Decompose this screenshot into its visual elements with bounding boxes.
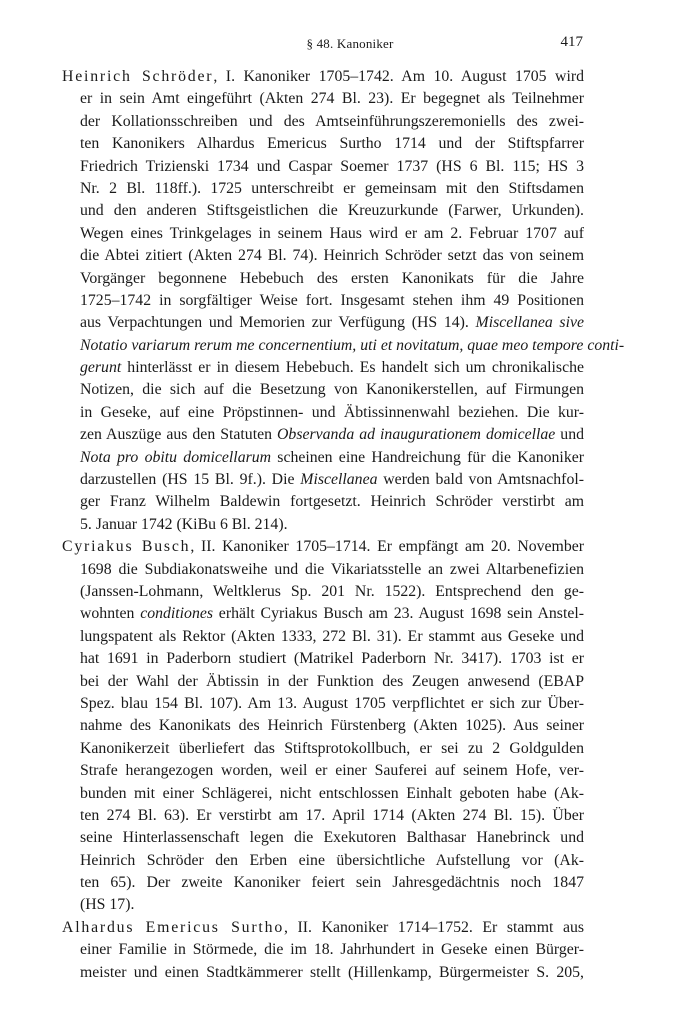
text-segment: , II. Kanoniker 1705–1714. Er empfängt am 20. November bbox=[190, 538, 584, 556]
text-line bbox=[62, 268, 584, 290]
text-line bbox=[62, 805, 584, 827]
text-segment: erhält Cyriakus Busch am 23. August 1698 sein Anstel- bbox=[213, 605, 584, 623]
italic-title: gerunt bbox=[80, 359, 122, 377]
text-line bbox=[62, 379, 584, 401]
text-segment: einer Familie in Störmede, die im 18. Jahrhundert in Geseke einen Bürger- bbox=[80, 941, 584, 959]
text-line bbox=[62, 133, 584, 155]
italic-title: Notatio variarum rerum me concernentium, uti et novitatum, quae meo tempore conti- bbox=[80, 336, 625, 354]
text-line bbox=[62, 559, 584, 581]
text-line bbox=[62, 872, 584, 894]
text-segment: scheinen eine Handreichung für die Kanoniker bbox=[271, 448, 584, 466]
text-line bbox=[62, 536, 584, 558]
text-line bbox=[62, 335, 625, 357]
text-line bbox=[62, 648, 584, 670]
text-line bbox=[62, 962, 584, 984]
text-segment: aus Verpachtungen und Memorien zur Verfügung (HS 14). bbox=[80, 314, 476, 332]
text-line bbox=[62, 178, 584, 200]
text-line bbox=[62, 447, 584, 469]
text-segment: darzustellen (HS 15 Bl. 9f.). Die bbox=[80, 471, 301, 489]
text-segment: nahme des Kanonikats des Heinrich Fürstenberg (Akten 1025). Aus seiner bbox=[80, 717, 584, 735]
text-segment: meister und einen Stadtkämmerer stellt (Hillenkamp, Bürgermeister S. 205, bbox=[80, 963, 584, 981]
text-segment: hat 1691 in Paderborn studiert (Matrikel Paderborn Nr. 3417). 1703 ist er bbox=[80, 650, 584, 668]
text-line bbox=[62, 156, 584, 178]
italic-title: Miscellanea sive bbox=[475, 314, 584, 332]
text-segment: (HS 17). bbox=[80, 896, 135, 914]
text-segment: 1698 die Subdiakonatsweihe und die Vikariatsstelle an zwei Altarbenefizien bbox=[80, 560, 584, 578]
text-segment: in Geseke, auf eine Pröpstinnen- und Äbtissinnenwahl beziehen. Die kur- bbox=[80, 403, 584, 421]
text-segment: lungspatent als Rektor (Akten 1333, 272 Bl. 31). Er stammt aus Geseke und bbox=[80, 627, 584, 645]
text-line bbox=[62, 491, 584, 513]
text-segment: er in sein Amt eingeführt (Akten 274 Bl. 23). Er begegnet als Teilnehmer bbox=[80, 90, 584, 108]
text-segment: ten 274 Bl. 63). Er verstirbt am 17. April 1714 (Akten 274 Bl. 15). Über bbox=[80, 806, 584, 824]
text-line bbox=[62, 245, 584, 267]
text-segment: Friedrich Trizienski 1734 und Caspar Soemer 1737 (HS 6 Bl. 115; HS 3 bbox=[80, 157, 584, 175]
entry-paragraph bbox=[62, 917, 584, 984]
text-line bbox=[62, 760, 584, 782]
text-segment: und den anderen Stiftsgeistlichen die Kreuzurkunde (Farwer, Urkunden). bbox=[80, 202, 584, 220]
text-line bbox=[62, 357, 584, 379]
text-segment: seine Hinterlassenschaft legen die Exekutoren Balthasar Hanebrinck und bbox=[80, 829, 584, 847]
text-segment: 1725–1742 in sorgfältiger Weise fort. Insgesamt stehen ihm 49 Positionen bbox=[80, 291, 584, 309]
person-name: Cyriakus Busch bbox=[62, 538, 191, 556]
text-line bbox=[62, 88, 584, 110]
text-line bbox=[62, 850, 584, 872]
text-line bbox=[62, 402, 584, 424]
text-segment: der Kollationsschreiben und des Amtseinführungszeremoniells des zwei- bbox=[80, 112, 584, 130]
text-segment: Wegen eines Trinkgelages in seinem Haus wird er am 2. Februar 1707 auf bbox=[80, 224, 584, 242]
text-segment: , II. Kanoniker 1714–1752. Er stammt aus bbox=[284, 918, 585, 936]
italic-title: conditiones bbox=[140, 605, 214, 623]
page-number: 417 bbox=[560, 34, 583, 50]
text-line bbox=[62, 581, 584, 603]
text-segment: ger Franz Wilhelm Baldewin fortgesetzt. Heinrich Schröder verstirbt am bbox=[80, 493, 584, 511]
text-line bbox=[62, 783, 584, 805]
text-line bbox=[62, 827, 584, 849]
text-segment: ten 65). Der zweite Kanoniker feiert sein Jahresgedächtnis noch 1847 bbox=[80, 874, 584, 892]
text-segment: zen Auszüge aus den Statuten bbox=[80, 426, 278, 444]
text-line bbox=[62, 290, 584, 312]
person-name: Heinrich Schröder bbox=[62, 68, 214, 85]
text-line bbox=[62, 939, 584, 961]
text-line bbox=[62, 312, 584, 334]
text-line bbox=[62, 111, 584, 133]
italic-title: Nota pro obitu domicellarum bbox=[80, 448, 272, 466]
text-line bbox=[62, 715, 584, 737]
running-head bbox=[0, 34, 700, 54]
entry-paragraph bbox=[62, 66, 625, 536]
text-line bbox=[62, 603, 584, 625]
text-segment: werden bald von Amtsnachfol- bbox=[377, 471, 584, 489]
text-segment: Strafe herangezogen worden, weil er einer Sauferei auf seinem Hofe, ver- bbox=[80, 762, 584, 780]
text-segment: hinterlässt er in diesem Hebebuch. Es handelt sich um chronikalische bbox=[121, 359, 584, 377]
text-segment: Notizen, die sich auf die Besetzung von Kanonikerstellen, auf Firmungen bbox=[80, 381, 584, 399]
text-segment: 5. Januar 1742 (KiBu 6 Bl. 214). bbox=[80, 515, 288, 533]
text-segment: bei der Wahl der Äbtissin in der Funktion des Zeugen anwesend (EBAP bbox=[80, 672, 584, 690]
text-segment: Vorgänger begonnene Hebebuch des ersten Kanonikats für die Jahre bbox=[80, 269, 584, 287]
text-segment: Heinrich Schröder den Erben eine übersichtliche Aufstellung vor (Ak- bbox=[80, 851, 584, 869]
section-title: § 48. Kanoniker bbox=[306, 36, 394, 51]
text-line bbox=[62, 66, 584, 88]
person-name: Alhardus Emericus Surtho bbox=[62, 918, 285, 936]
text-line bbox=[62, 671, 584, 693]
text-segment: , I. Kanoniker 1705–1742. Am 10. August 1705 wird bbox=[213, 68, 584, 85]
entry-paragraph bbox=[62, 536, 584, 917]
text-line bbox=[62, 693, 584, 715]
text-segment: Spez. blau 154 Bl. 107). Am 13. August 1705 verpflichtet er sich zur Über- bbox=[80, 694, 584, 712]
text-segment: Nr. 2 Bl. 118ff.). 1725 unterschreibt er gemeinsam mit den Stiftsdamen bbox=[80, 179, 584, 197]
text-segment: die Abtei zitiert (Akten 274 Bl. 74). Heinrich Schröder setzt das von seinem bbox=[80, 247, 584, 265]
text-segment: Kanonikerzeit überliefert das Stiftsprotokollbuch, er sei zu 2 Goldgulden bbox=[80, 739, 584, 757]
body-text bbox=[62, 66, 625, 984]
text-line bbox=[62, 894, 584, 916]
italic-title: Observanda ad inaugurationem domicellae bbox=[277, 426, 556, 444]
text-line bbox=[62, 469, 584, 491]
text-line bbox=[62, 424, 584, 446]
text-line bbox=[62, 738, 584, 760]
italic-title: Miscellanea bbox=[300, 471, 378, 489]
text-line bbox=[62, 626, 584, 648]
text-segment: (Janssen-Lohmann, Weltklerus Sp. 201 Nr. 1522). Entsprechend den ge- bbox=[80, 582, 584, 600]
text-segment: und bbox=[555, 426, 584, 444]
text-segment: wohnten bbox=[80, 605, 141, 623]
text-segment: bunden mit einer Schlägerei, nicht entschlossen Einhalt geboten habe (Ak- bbox=[80, 784, 584, 802]
text-segment: ten Kanonikers Alhardus Emericus Surtho 1714 und der Stiftspfarrer bbox=[80, 135, 584, 153]
text-line bbox=[62, 514, 584, 536]
text-line bbox=[62, 917, 584, 939]
text-line bbox=[62, 223, 584, 245]
text-line bbox=[62, 200, 584, 222]
